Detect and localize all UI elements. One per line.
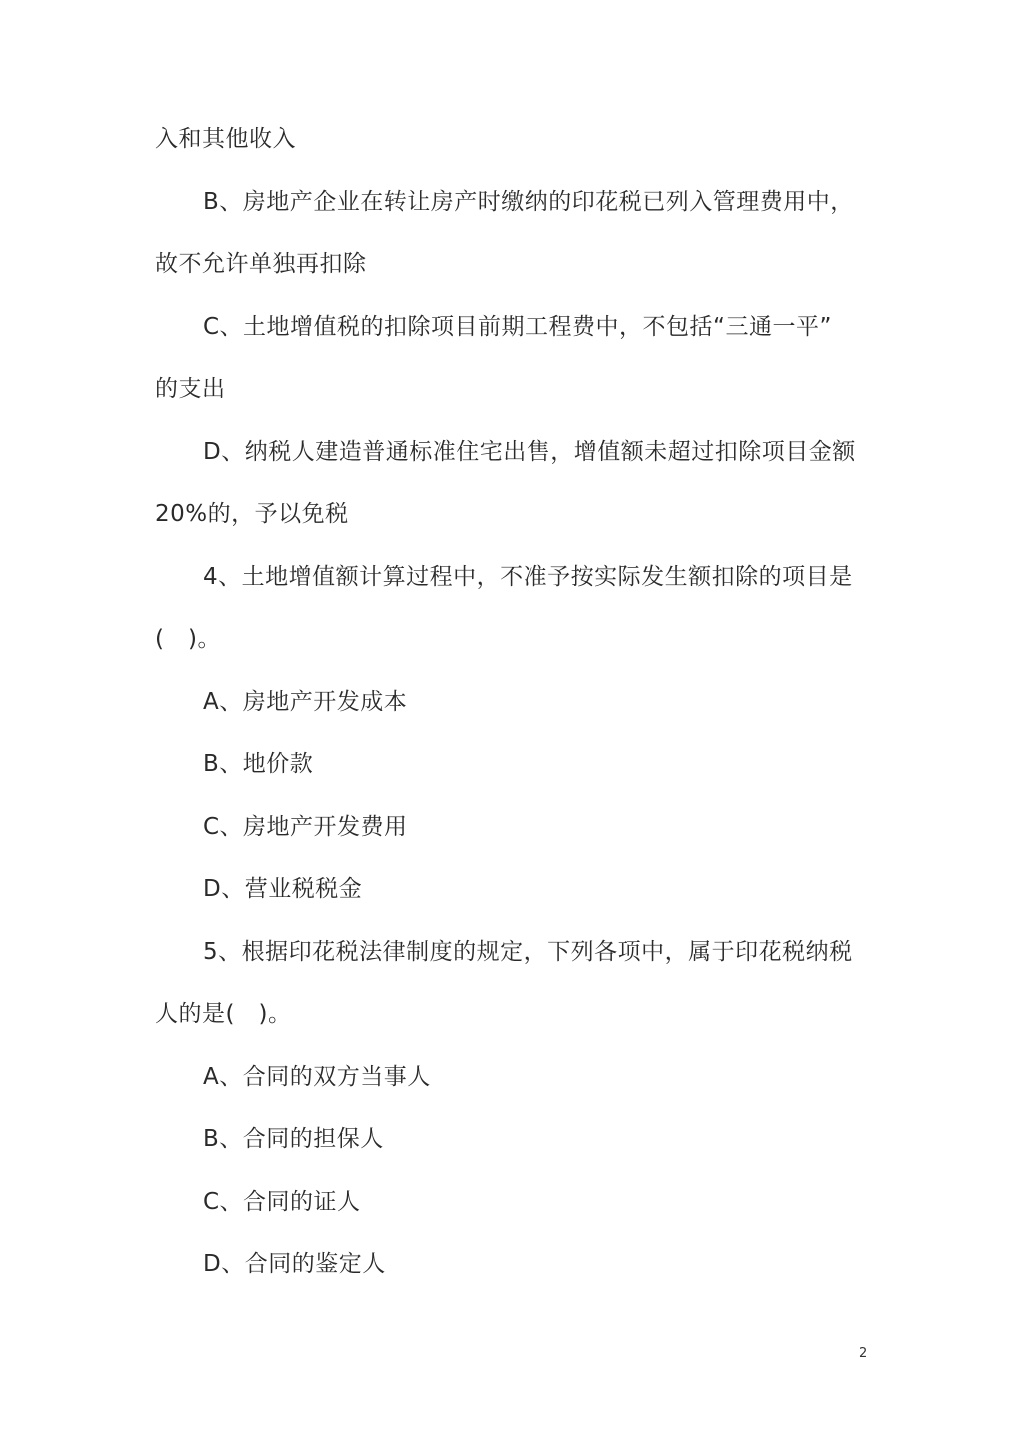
option-d-line: D、合同的鉴定人 xyxy=(203,1251,386,1277)
question-5-line: 5、根据印花税法律制度的规定，下列各项中，属于印花税纳税 xyxy=(203,939,853,965)
option-b-line: B、房地产企业在转让房产时缴纳的印花税已列入管理费用中， xyxy=(203,189,854,215)
text-line-continuation: 入和其他收入 xyxy=(155,126,296,152)
option-c-line: C、房地产开发费用 xyxy=(203,814,408,840)
option-b-line: B、合同的担保人 xyxy=(203,1126,384,1152)
option-c-line: C、土地增值税的扣除项目前期工程费中，不包括“三通一平” xyxy=(203,314,832,340)
option-b-line: B、地价款 xyxy=(203,751,314,777)
text-line-continuation: 故不允许单独再扣除 xyxy=(155,251,367,277)
option-a-line: A、房地产开发成本 xyxy=(203,689,408,715)
option-c-line: C、合同的证人 xyxy=(203,1189,361,1215)
text-line-continuation: ( )。 xyxy=(155,626,221,652)
text-line-continuation: 的支出 xyxy=(155,376,226,402)
page-number: 2 xyxy=(859,1346,868,1361)
text-line-continuation: 人的是( )。 xyxy=(155,1001,292,1027)
question-4-line: 4、土地增值额计算过程中，不准予按实际发生额扣除的项目是 xyxy=(203,564,853,590)
option-d-line: D、纳税人建造普通标准住宅出售，增值额未超过扣除项目金额 xyxy=(203,439,856,465)
option-d-line: D、营业税税金 xyxy=(203,876,363,902)
option-a-line: A、合同的双方当事人 xyxy=(203,1064,431,1090)
text-line-continuation: 20%的，予以免税 xyxy=(155,501,349,527)
